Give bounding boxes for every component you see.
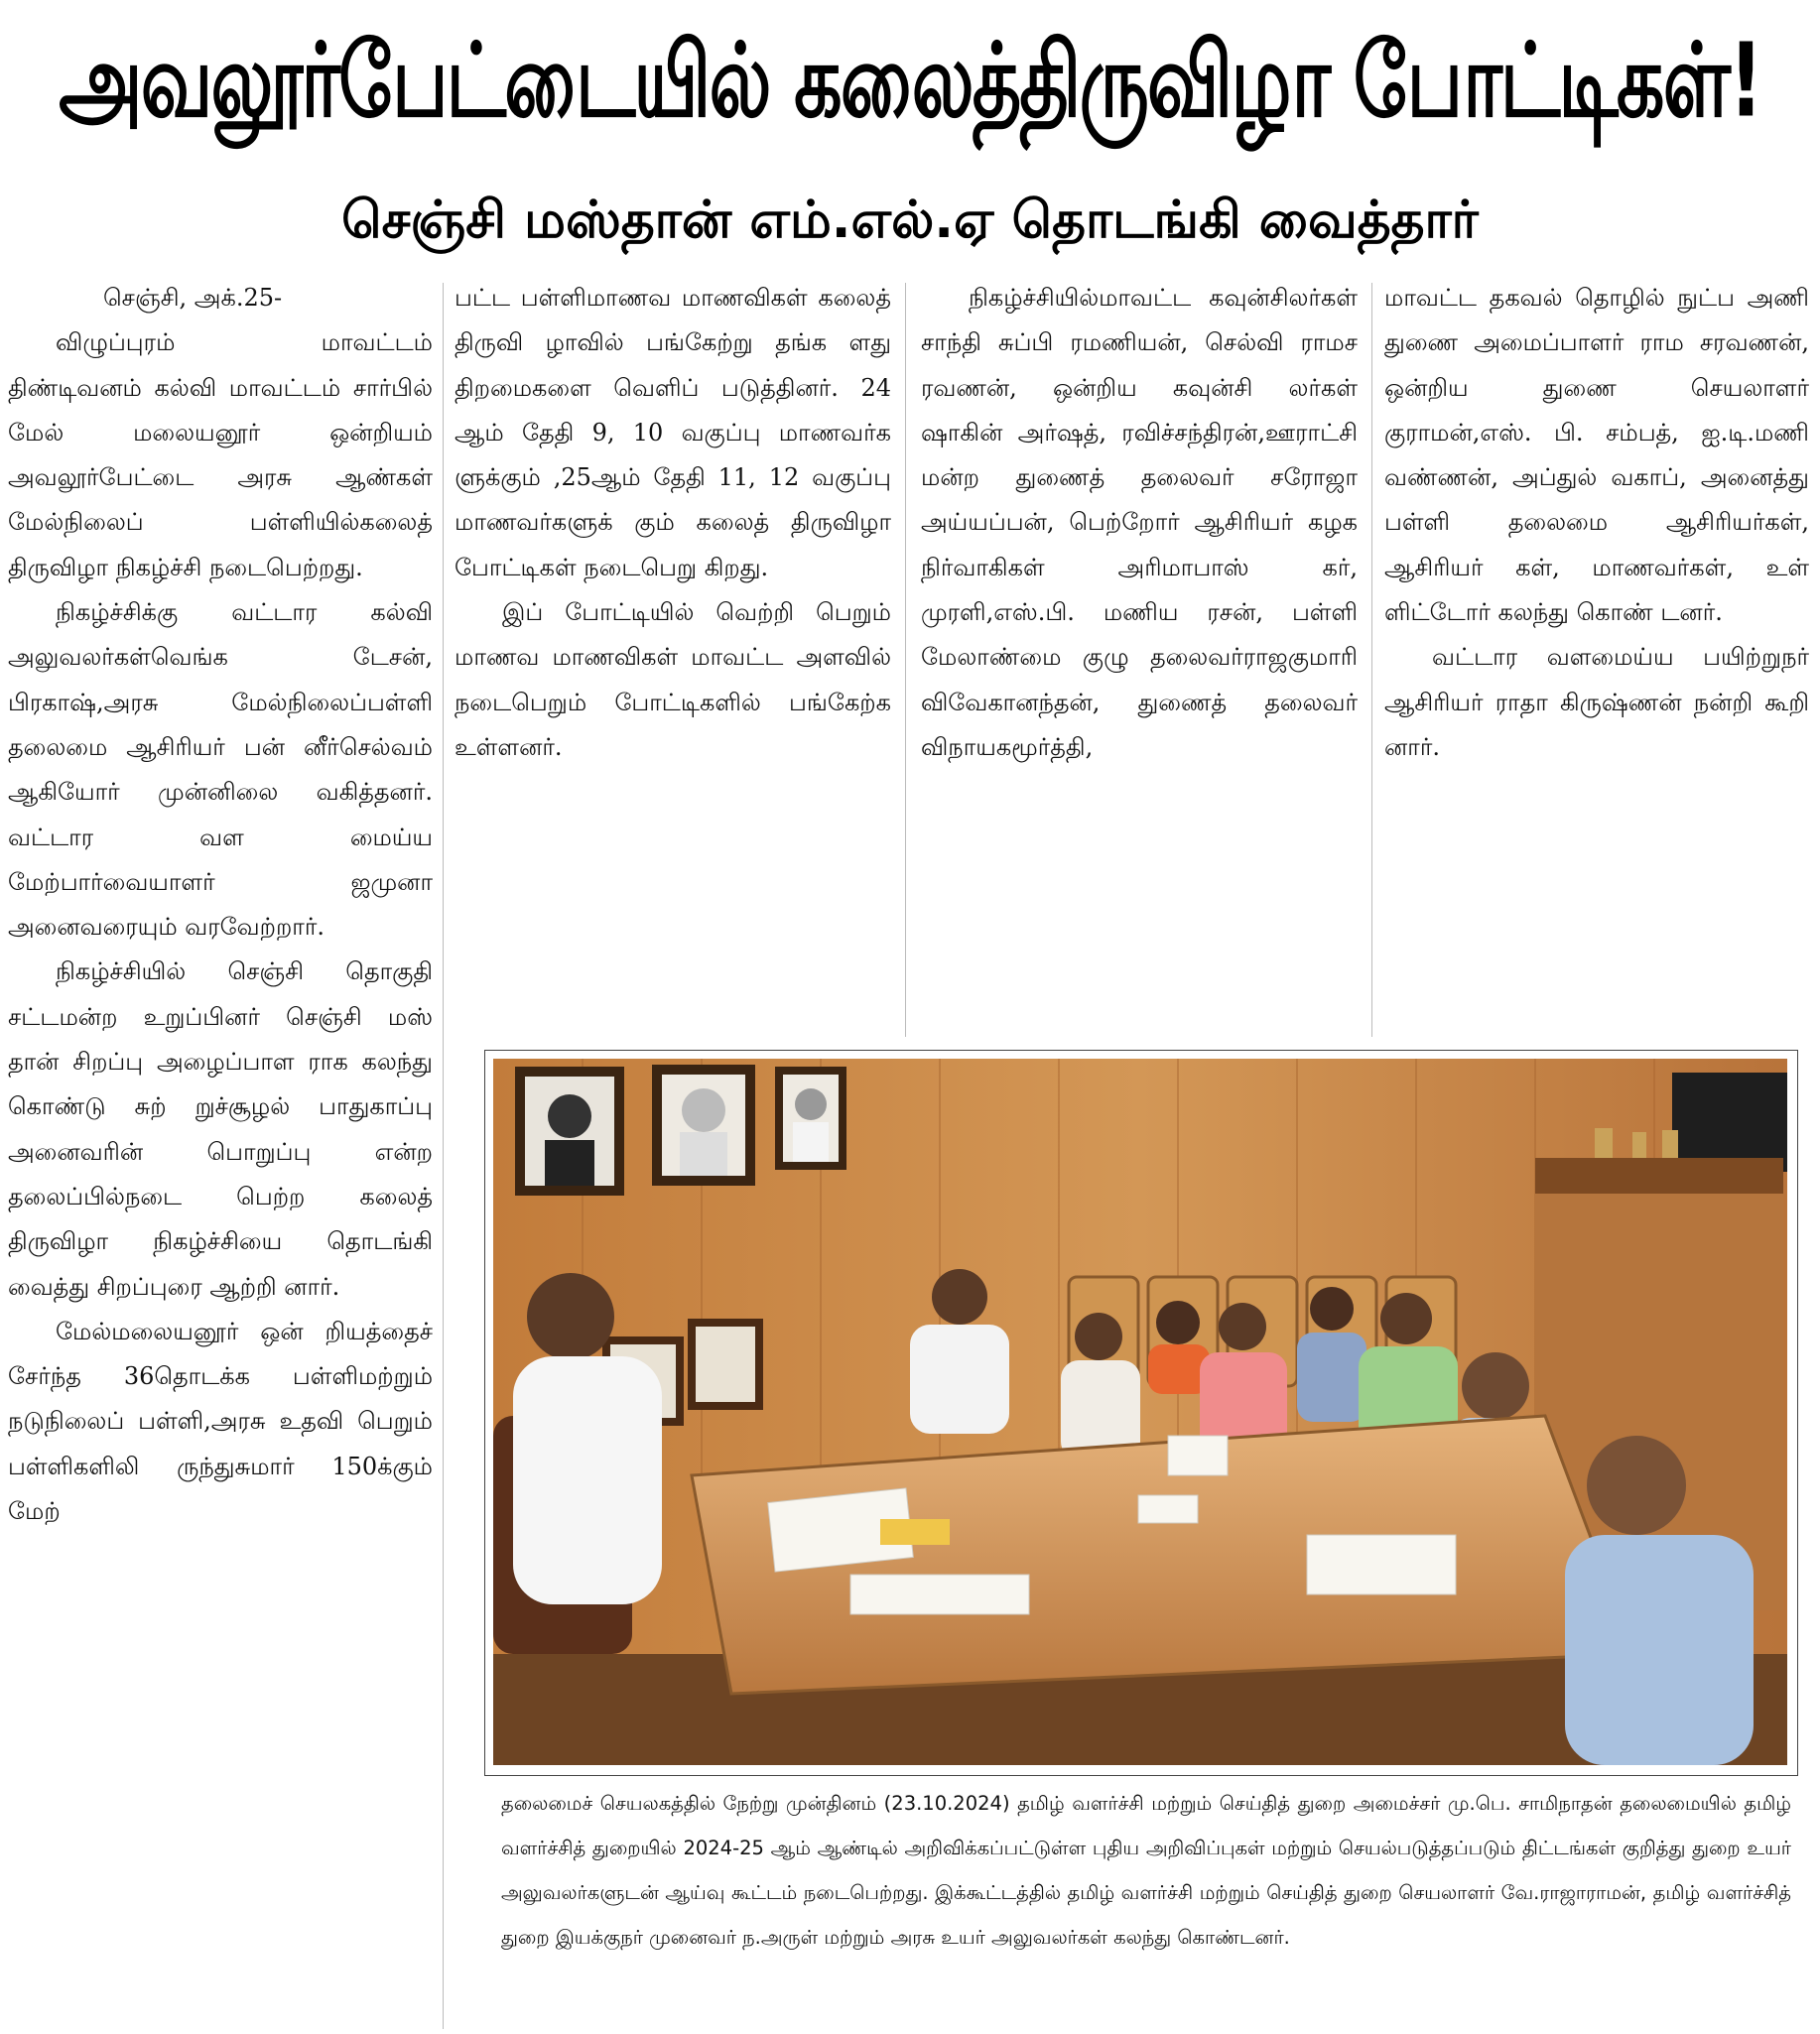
- headline: அவலூர்பேட்டையில் கலைத்திருவிழா போட்டிகள்!: [59, 20, 1761, 140]
- meeting-photo: [493, 1059, 1787, 1781]
- article-paragraph: இப் போட்டியில் வெற்றி பெறும் மாணவ மாணவிகள் மாவட்ட அளவில் நடைபெறும் போட்டிகளில் பங்கேற்க உள்ளனர்.: [455, 598, 891, 761]
- subheadline: செஞ்சி மஸ்தான் எம்.எல்.ஏ தொடங்கி வைத்தார்: [341, 190, 1479, 250]
- article-paragraph: நிகழ்ச்சிக்கு வட்டார கல்வி அலுவலர்கள்வெங்க டேசன், பிரகாஷ்,அரசு மேல்நிலைப்பள்ளி தலைமை ஆசிரியர் பன் னீர்செல்வம் ஆகியோர் முன்னிலை வகித்தனர். வட்டார வள மைய்ய மேற்பார்வையாளர் ஜமுனா அனைவரையும் வரவேற்றார்.: [8, 598, 433, 942]
- news-photo-frame: [484, 1050, 1798, 1776]
- article-paragraph: விழுப்புரம் மாவட்டம் திண்டிவனம் கல்வி மாவட்டம் சார்பில் மேல் மலையனூர் ஒன்றியம் அவலூர்பேட்டை அரசு ஆண்கள் மேல்நிலைப் பள்ளியில்கலைத் திருவிழா நிகழ்ச்சி நடைபெற்றது.: [8, 328, 433, 581]
- article-column-1: [8, 276, 433, 1534]
- column-rule: [443, 283, 444, 2029]
- article-paragraph: மாவட்ட தகவல் தொழில் நுட்ப அணி துணை அமைப்பாளர் ராம சரவணன், ஒன்றிய துணை செயலாளர் குராமன்,எஸ். பி. சம்பத், ஐ.டி.மணி வண்ணன், அப்துல் வகாப், அனைத்து பள்ளி தலைமை ஆசிரியர்கள், ஆசிரியர் கள், மாணவர்கள், உள் ளிட்டோர் கலந்து கொண் டனர்.: [1384, 284, 1809, 627]
- article-column-3: [921, 276, 1358, 770]
- article-paragraph: நிகழ்ச்சியில் செஞ்சி தொகுதி சட்டமன்ற உறுப்பினர் செஞ்சி மஸ் தான் சிறப்பு அழைப்பாள ராக கலந்து கொண்டு சுற் றுச்சூழல் பாதுகாப்பு அனைவரின் பொறுப்பு என்ற தலைப்பில்நடை பெற்ற கலைத் திருவிழா நிகழ்ச்சியை தொடங்கி வைத்து சிறப்புரை ஆற்றி னார்.: [8, 957, 433, 1301]
- meeting-photo-illustration: [493, 1059, 1787, 1765]
- article-paragraph: மேல்மலையனூர் ஒன் றியத்தைச் சேர்ந்த 36தொடக்க பள்ளிமற்றும் நடுநிலைப் பள்ளி,அரசு உதவி பெறும் பள்ளிகளிலி ருந்துசுமார் 150க்கும் மேற்: [8, 1317, 433, 1526]
- article-paragraph: நிகழ்ச்சியில்மாவட்ட கவுன்சிலர்கள் சாந்தி சுப்பி ரமணியன், செல்வி ராமச ரவணன், ஒன்றிய கவுன்சி லர்கள் ஷாகின் அர்ஷத், ரவிச்சந்திரன்,ஊராட்சி மன்ற துணைத் தலைவர் சரோஜா அய்யப்பன், பெற்றோர் ஆசிரியர் கழக நிர்வாகிகள் அரிமாபாஸ் கர், முரளி,எஸ்.பி. மணிய ரசன், பள்ளி மேலாண்மை குழு தலைவர்ராஜகுமாரி விவேகானந்தன், துணைத் தலைவர் விநாயகமூர்த்தி,: [921, 284, 1358, 761]
- column-rule: [1371, 283, 1372, 1037]
- article-column-4: [1384, 276, 1809, 770]
- article-paragraph: பட்ட பள்ளிமாணவ மாணவிகள் கலைத் திருவி ழாவில் பங்கேற்று தங்க ளது திறமைகளை வெளிப் படுத்தினர். 24 ஆம் தேதி 9, 10 வகுப்பு மாணவர்க ளுக்கும் ,25ஆம் தேதி 11, 12 வகுப்பு மாணவர்களுக் கும் கலைத் திருவிழா போட்டிகள் நடைபெறு கிறது.: [455, 284, 891, 581]
- article-dateline: செஞ்சி, அக்.25-: [103, 284, 283, 312]
- photo-caption: தலைமைச் செயலகத்தில் நேற்று முன்தினம் (23.10.2024) தமிழ் வளர்ச்சி மற்றும் செய்தித் துறை அமைச்சர் மு.பெ. சாமிநாதன் தலைமையில் தமிழ் வளர்ச்சித் துறையில் 2024-25 ஆம் ஆண்டில் அறிவிக்கப்பட்டுள்ள புதிய அறிவிப்புகள் மற்றும் செயல்படுத்தப்படும் திட்டங்கள் குறித்து துறை உயர் அலுவலர்களுடன் ஆய்வு கூட்டம் நடைபெற்றது. இக்கூட்டத்தில் தமிழ் வளர்ச்சி மற்றும் செய்தித் துறை செயலாளர் வே.ராஜாராமன், தமிழ் வளர்ச்சித் துறை இயக்குநர் முனைவர் ந.அருள் மற்றும் அரசு உயர் அலுவலர்கள் கலந்து கொண்டனர்.: [501, 1792, 1791, 1949]
- column-rule: [905, 283, 906, 1037]
- article-paragraph: வட்டார வளமைய்ய பயிற்றுநர் ஆசிரியர் ராதா கிருஷ்ணன் நன்றி கூறி னார்.: [1384, 643, 1809, 761]
- article-column-2: [455, 276, 891, 770]
